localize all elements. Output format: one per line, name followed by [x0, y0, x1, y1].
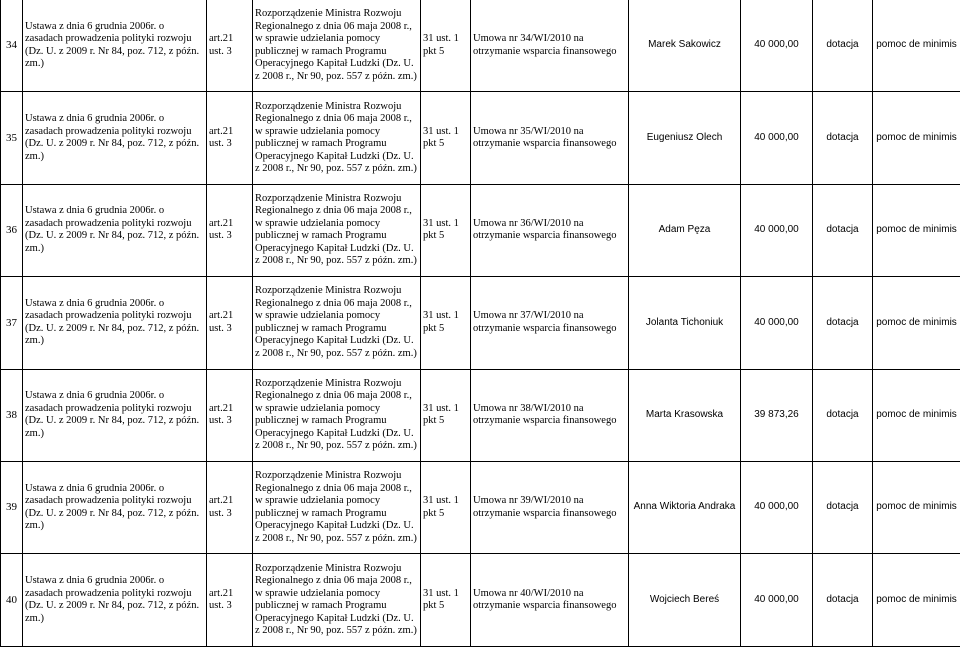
agreement: Umowa nr 39/WI/2010 na otrzymanie wsparcia finansowego	[471, 461, 629, 553]
agreement: Umowa nr 36/WI/2010 na otrzymanie wsparcia finansowego	[471, 184, 629, 276]
regulation: Rozporządzenie Ministra Rozwoju Regionalnego z dnia 06 maja 2008 r., w sprawie udzielania pomocy publicznej w ramach Programu Operacyjnego Kapitał Ludzki (Dz. U. z 2008 r., Nr 90, poz. 557 z późn. zm.)	[253, 92, 421, 184]
agreement: Umowa nr 40/WI/2010 na otrzymanie wsparcia finansowego	[471, 554, 629, 646]
aid-type: pomoc de minimis	[873, 461, 960, 553]
aid-form: dotacja	[813, 554, 873, 646]
table-row	[1, 277, 960, 369]
aid-amount: 39 873,26	[741, 369, 813, 461]
legal-basis-act: Ustawa z dnia 6 grudnia 2006r. o zasadach prowadzenia polityki rozwoju (Dz. U. z 2009 r. Nr 84, poz. 712, z późn. zm.)	[23, 461, 207, 553]
row-number: 39	[1, 461, 23, 553]
legal-basis-act: Ustawa z dnia 6 grudnia 2006r. o zasadach prowadzenia polityki rozwoju (Dz. U. z 2009 r. Nr 84, poz. 712, z późn. zm.)	[23, 369, 207, 461]
aid-type: pomoc de minimis	[873, 277, 960, 369]
regulation: Rozporządzenie Ministra Rozwoju Regionalnego z dnia 06 maja 2008 r., w sprawie udzielania pomocy publicznej w ramach Programu Operacyjnego Kapitał Ludzki (Dz. U. z 2008 r., Nr 90, poz. 557 z późn. zm.)	[253, 369, 421, 461]
beneficiary-name: Wojciech Bereś	[629, 554, 741, 646]
aid-amount: 40 000,00	[741, 554, 813, 646]
regulation: Rozporządzenie Ministra Rozwoju Regionalnego z dnia 06 maja 2008 r., w sprawie udzielania pomocy publicznej w ramach Programu Operacyjnego Kapitał Ludzki (Dz. U. z 2008 r., Nr 90, poz. 557 z późn. zm.)	[253, 184, 421, 276]
row-number: 36	[1, 184, 23, 276]
row-number: 38	[1, 369, 23, 461]
regulation: Rozporządzenie Ministra Rozwoju Regionalnego z dnia 06 maja 2008 r., w sprawie udzielania pomocy publicznej w ramach Programu Operacyjnego Kapitał Ludzki (Dz. U. z 2008 r., Nr 90, poz. 557 z późn. zm.)	[253, 277, 421, 369]
beneficiary-name: Marta Krasowska	[629, 369, 741, 461]
aid-form: dotacja	[813, 184, 873, 276]
table-row	[1, 184, 960, 276]
beneficiary-name: Eugeniusz Olech	[629, 92, 741, 184]
legal-basis-article: art.21 ust. 3	[207, 92, 253, 184]
beneficiary-name: Jolanta Tichoniuk	[629, 277, 741, 369]
regulation: Rozporządzenie Ministra Rozwoju Regionalnego z dnia 06 maja 2008 r., w sprawie udzielania pomocy publicznej w ramach Programu Operacyjnego Kapitał Ludzki (Dz. U. z 2008 r., Nr 90, poz. 557 z późn. zm.)	[253, 461, 421, 553]
aid-amount: 40 000,00	[741, 277, 813, 369]
aid-type: pomoc de minimis	[873, 92, 960, 184]
beneficiary-name: Marek Sakowicz	[629, 0, 741, 92]
regulation-paragraph: 31 ust. 1 pkt 5	[421, 461, 471, 553]
row-number: 37	[1, 277, 23, 369]
legal-basis-article: art.21 ust. 3	[207, 369, 253, 461]
table-row	[1, 92, 960, 184]
aid-amount: 40 000,00	[741, 461, 813, 553]
table-row	[1, 0, 960, 92]
agreement: Umowa nr 34/WI/2010 na otrzymanie wsparcia finansowego	[471, 0, 629, 92]
regulation-paragraph: 31 ust. 1 pkt 5	[421, 277, 471, 369]
aid-type: pomoc de minimis	[873, 369, 960, 461]
table-row	[1, 369, 960, 461]
regulation-paragraph: 31 ust. 1 pkt 5	[421, 92, 471, 184]
beneficiary-name: Adam Pęza	[629, 184, 741, 276]
aid-form: dotacja	[813, 92, 873, 184]
regulation-paragraph: 31 ust. 1 pkt 5	[421, 554, 471, 646]
legal-basis-article: art.21 ust. 3	[207, 184, 253, 276]
regulation: Rozporządzenie Ministra Rozwoju Regionalnego z dnia 06 maja 2008 r., w sprawie udzielania pomocy publicznej w ramach Programu Operacyjnego Kapitał Ludzki (Dz. U. z 2008 r., Nr 90, poz. 557 z późn. zm.)	[253, 554, 421, 646]
legal-basis-act: Ustawa z dnia 6 grudnia 2006r. o zasadach prowadzenia polityki rozwoju (Dz. U. z 2009 r. Nr 84, poz. 712, z późn. zm.)	[23, 92, 207, 184]
aid-type: pomoc de minimis	[873, 0, 960, 92]
legal-basis-act: Ustawa z dnia 6 grudnia 2006r. o zasadach prowadzenia polityki rozwoju (Dz. U. z 2009 r. Nr 84, poz. 712, z późn. zm.)	[23, 554, 207, 646]
row-number: 35	[1, 92, 23, 184]
regulation-paragraph: 31 ust. 1 pkt 5	[421, 0, 471, 92]
legal-basis-article: art.21 ust. 3	[207, 461, 253, 553]
legal-basis-article: art.21 ust. 3	[207, 277, 253, 369]
aid-form: dotacja	[813, 0, 873, 92]
agreement: Umowa nr 35/WI/2010 na otrzymanie wsparcia finansowego	[471, 92, 629, 184]
aid-amount: 40 000,00	[741, 92, 813, 184]
aid-form: dotacja	[813, 369, 873, 461]
table-row	[1, 554, 960, 646]
legal-basis-act: Ustawa z dnia 6 grudnia 2006r. o zasadach prowadzenia polityki rozwoju (Dz. U. z 2009 r. Nr 84, poz. 712, z późn. zm.)	[23, 0, 207, 92]
beneficiary-name: Anna Wiktoria Andraka	[629, 461, 741, 553]
legal-basis-act: Ustawa z dnia 6 grudnia 2006r. o zasadach prowadzenia polityki rozwoju (Dz. U. z 2009 r. Nr 84, poz. 712, z późn. zm.)	[23, 184, 207, 276]
regulation-paragraph: 31 ust. 1 pkt 5	[421, 369, 471, 461]
aid-form: dotacja	[813, 461, 873, 553]
agreement: Umowa nr 38/WI/2010 na otrzymanie wsparcia finansowego	[471, 369, 629, 461]
row-number: 34	[1, 0, 23, 92]
table-row	[1, 461, 960, 553]
legal-basis-article: art.21 ust. 3	[207, 0, 253, 92]
regulation-paragraph: 31 ust. 1 pkt 5	[421, 184, 471, 276]
aid-type: pomoc de minimis	[873, 184, 960, 276]
legal-basis-act: Ustawa z dnia 6 grudnia 2006r. o zasadach prowadzenia polityki rozwoju (Dz. U. z 2009 r. Nr 84, poz. 712, z późn. zm.)	[23, 277, 207, 369]
aid-amount: 40 000,00	[741, 184, 813, 276]
aid-form: dotacja	[813, 277, 873, 369]
regulation: Rozporządzenie Ministra Rozwoju Regionalnego z dnia 06 maja 2008 r., w sprawie udzielania pomocy publicznej w ramach Programu Operacyjnego Kapitał Ludzki (Dz. U. z 2008 r., Nr 90, poz. 557 z późn. zm.)	[253, 0, 421, 92]
row-number: 40	[1, 554, 23, 646]
aid-type: pomoc de minimis	[873, 554, 960, 646]
agreement: Umowa nr 37/WI/2010 na otrzymanie wsparcia finansowego	[471, 277, 629, 369]
aid-amount: 40 000,00	[741, 0, 813, 92]
legal-basis-article: art.21 ust. 3	[207, 554, 253, 646]
